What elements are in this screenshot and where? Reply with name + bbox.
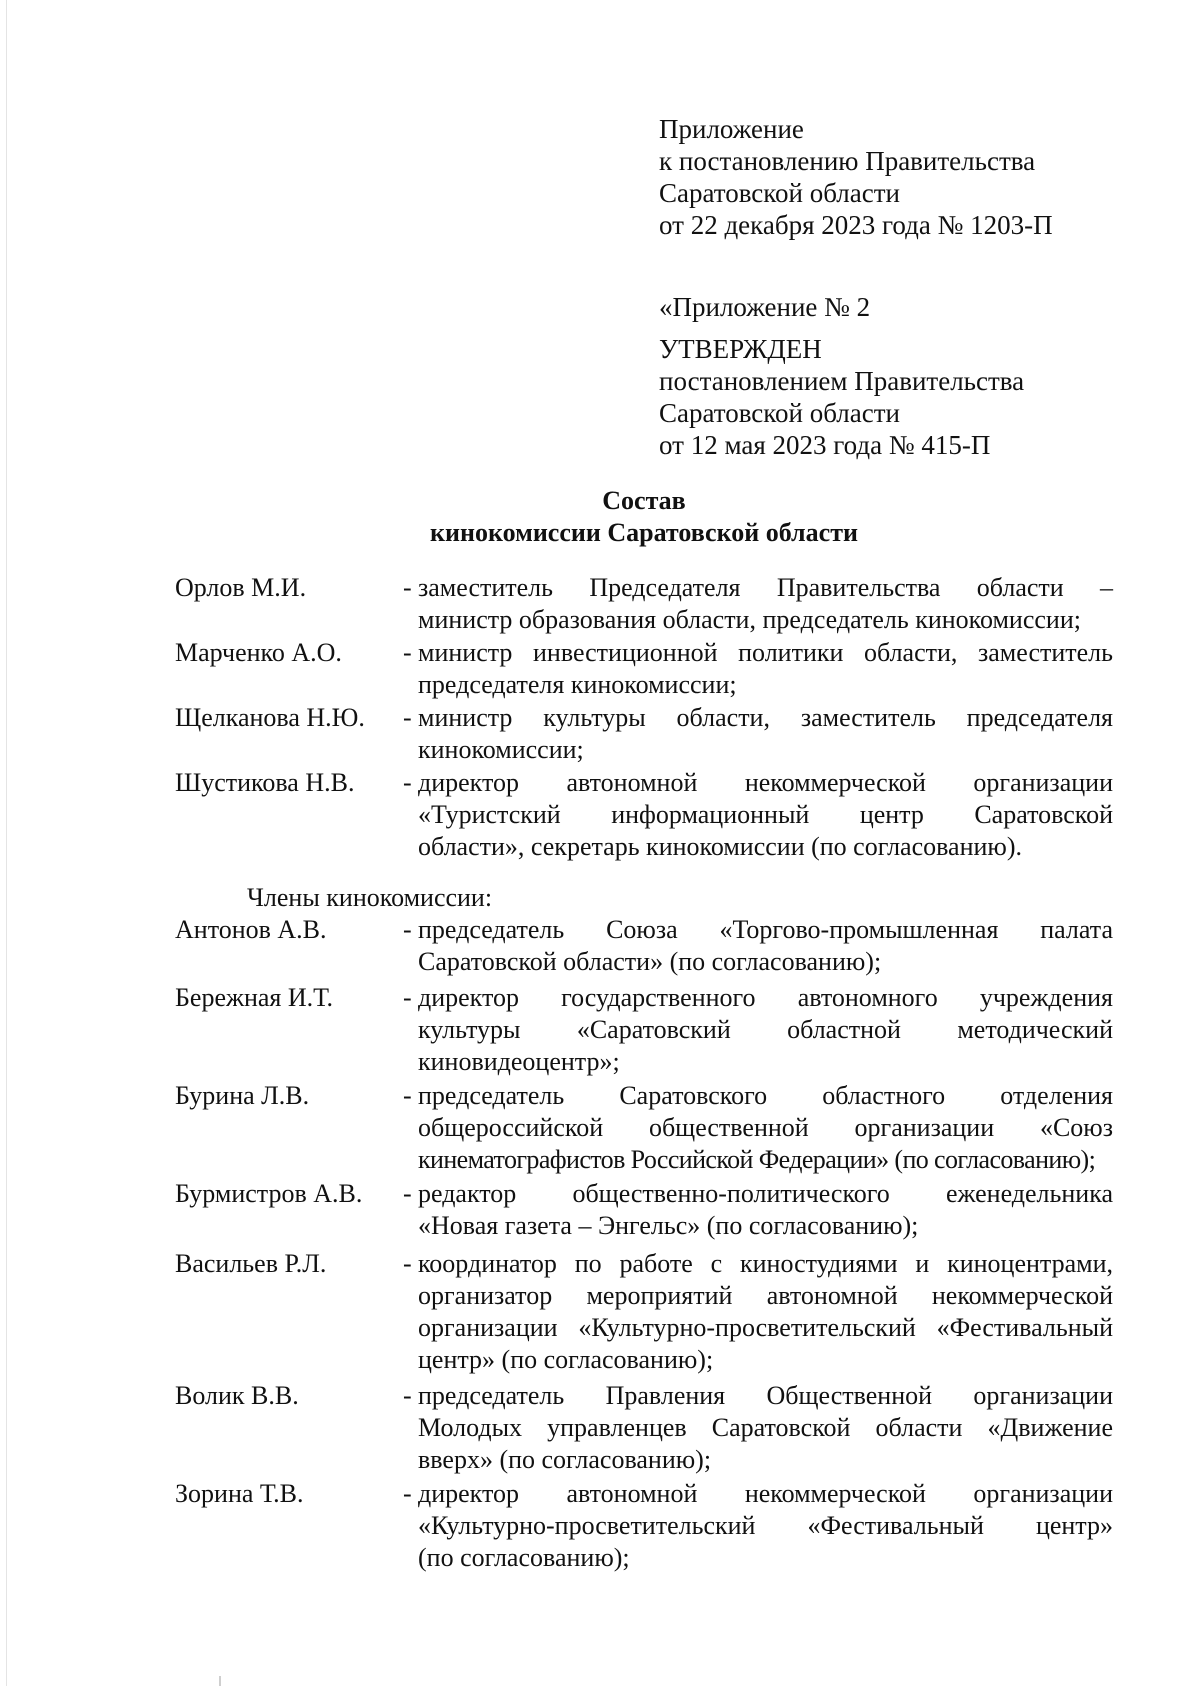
member-role — [418, 767, 1113, 863]
approval-block — [659, 291, 1024, 461]
roster-row — [175, 637, 1113, 701]
member-name: Орлов М.И. — [175, 573, 307, 602]
approved-stamp: УТВЕРЖДЕН — [659, 334, 822, 364]
role-line: Молодых управленцев Саратовской области «Движение — [418, 1413, 1113, 1442]
dash-separator: - — [403, 703, 412, 732]
role-line: культуры «Саратовский областной методический — [418, 1015, 1113, 1044]
member-name: Бурина Л.В. — [175, 1081, 310, 1110]
roster-row — [175, 1080, 1113, 1176]
header-line: от 22 декабря 2023 года № 1203-П — [659, 210, 1053, 240]
roster-row — [175, 1478, 1113, 1574]
member-name: Волик В.В. — [175, 1381, 299, 1410]
role-line: (по согласованию); — [418, 1543, 630, 1572]
role-line: председателя кинокомиссии; — [418, 670, 737, 699]
member-role — [418, 1380, 1113, 1476]
approval-line: постановлением Правительства — [659, 366, 1025, 396]
leadership-list — [175, 572, 1113, 863]
header-line: к постановлению Правительства — [659, 146, 1036, 176]
role-line: председатель Правления Общественной организации — [418, 1381, 1113, 1410]
members-list — [175, 914, 1113, 1574]
member-role — [418, 1478, 1113, 1574]
member-role — [418, 637, 1113, 701]
member-role — [418, 1178, 1113, 1242]
role-line: кинематографистов Российской Федерации» (по согласованию); — [418, 1145, 1096, 1174]
member-name: Зорина Т.В. — [175, 1479, 304, 1508]
scan-mark — [219, 1676, 221, 1686]
role-line: «Туристский информационный центр Саратовской — [418, 800, 1113, 829]
member-role — [418, 914, 1113, 978]
members-heading: Члены кинокомиссии: — [247, 883, 493, 912]
dash-separator: - — [403, 983, 412, 1012]
member-role — [418, 702, 1113, 766]
member-name: Марченко А.О. — [175, 638, 342, 667]
scan-edge-line — [6, 0, 7, 1686]
member-role — [418, 982, 1113, 1078]
dash-separator: - — [403, 1249, 412, 1278]
role-line: «Новая газета – Энгельс» (по согласованию); — [418, 1211, 919, 1240]
approval-line: Саратовской области — [659, 398, 900, 428]
role-line: общероссийской общественной организации «Союз — [418, 1113, 1113, 1142]
member-name: Щелканова Н.Ю. — [175, 703, 365, 732]
dash-separator: - — [403, 1179, 412, 1208]
dash-separator: - — [403, 1381, 412, 1410]
role-line: организатор мероприятий автономной некоммерческой — [418, 1281, 1113, 1310]
member-name: Бурмистров А.В. — [175, 1179, 363, 1208]
member-role — [418, 1080, 1113, 1176]
role-line: министр образования области, председатель кинокомиссии; — [418, 605, 1081, 634]
role-line: директор автономной некоммерческой организации — [418, 1479, 1113, 1508]
role-line: директор государственного автономного учреждения — [418, 983, 1113, 1012]
dash-separator: - — [403, 1479, 412, 1508]
dash-separator: - — [403, 768, 412, 797]
member-name: Бережная И.Т. — [175, 983, 333, 1012]
header-line: Приложение — [659, 114, 804, 144]
annex-number: «Приложение № 2 — [659, 292, 871, 322]
role-line: вверх» (по согласованию); — [418, 1445, 712, 1474]
role-line: «Культурно-просветительский «Фестивальный центр» — [418, 1511, 1113, 1540]
role-line: министр инвестиционной политики области, заместитель — [418, 638, 1113, 667]
roster-row — [175, 1178, 1113, 1242]
role-line: министр культуры области, заместитель председателя — [418, 703, 1113, 732]
roster-row — [175, 1248, 1113, 1376]
member-name: Шустикова Н.В. — [175, 768, 355, 797]
roster-row — [175, 982, 1113, 1078]
role-line: киновидеоцентр»; — [418, 1047, 620, 1076]
roster-row — [175, 572, 1113, 636]
commission-roster — [175, 572, 1113, 1574]
member-role — [418, 572, 1113, 636]
member-name: Васильев Р.Л. — [175, 1249, 327, 1278]
role-line: председатель Саратовского областного отделения — [418, 1081, 1113, 1110]
roster-row — [175, 702, 1113, 766]
role-line: директор автономной некоммерческой организации — [418, 768, 1113, 797]
role-line: редактор общественно-политического еженедельника — [418, 1179, 1113, 1208]
header-line: Саратовской области — [659, 178, 900, 208]
dash-separator: - — [403, 573, 412, 602]
role-line: заместитель Председателя Правительства области – — [418, 573, 1113, 602]
annex-header — [659, 113, 1053, 241]
role-line: координатор по работе с киностудиями и киноцентрами, — [418, 1249, 1113, 1278]
role-line: организации «Культурно-просветительский «Фестивальный — [418, 1313, 1113, 1342]
title-line-2: кинокомиссии Саратовской области — [430, 518, 858, 547]
member-name: Антонов А.В. — [175, 915, 327, 944]
role-line: Саратовской области» (по согласованию); — [418, 947, 882, 976]
dash-separator: - — [403, 1081, 412, 1110]
role-line: центр» (по согласованию); — [418, 1345, 714, 1374]
member-role — [418, 1248, 1113, 1376]
dash-separator: - — [403, 915, 412, 944]
title-line-1: Состав — [602, 486, 686, 515]
roster-row — [175, 767, 1113, 863]
role-line: области», секретарь кинокомиссии (по согласованию). — [418, 832, 1023, 861]
dash-separator: - — [403, 638, 412, 667]
approval-line: от 12 мая 2023 года № 415-П — [659, 430, 991, 460]
role-line: кинокомиссии; — [418, 735, 584, 764]
document-title — [175, 485, 1113, 549]
roster-row — [175, 1380, 1113, 1476]
roster-row — [175, 914, 1113, 978]
role-line: председатель Союза «Торгово-промышленная палата — [418, 915, 1113, 944]
